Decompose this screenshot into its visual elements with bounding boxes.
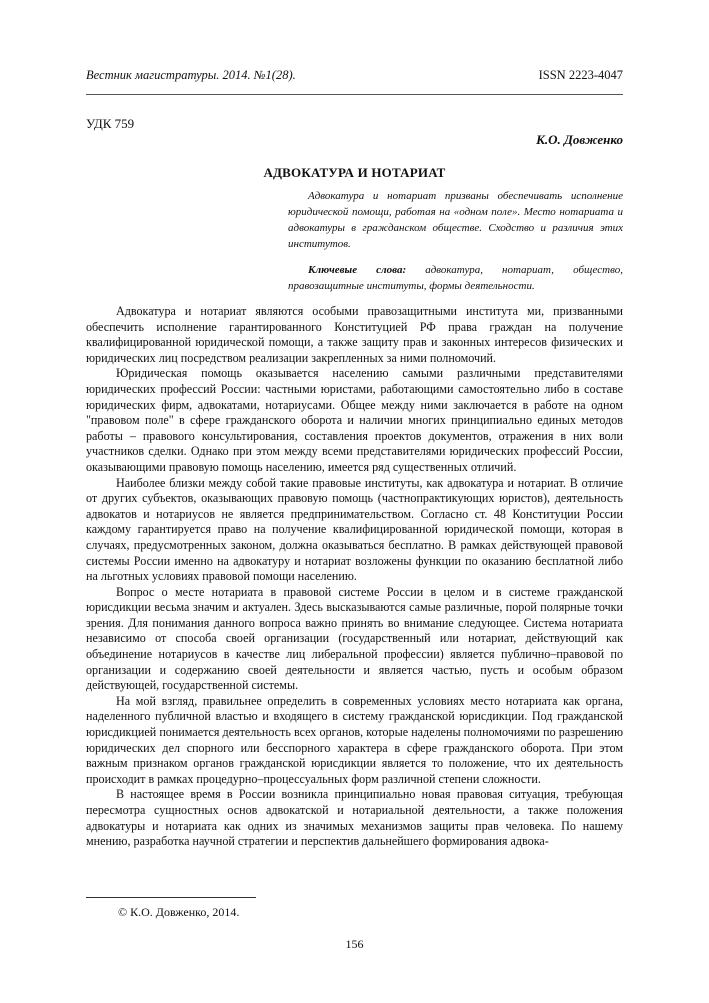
keywords-label: Ключевые слова:: [308, 264, 407, 276]
body-paragraph: Юридическая помощь оказывается населению самыми различными представителями юридических профессий России: частными юристами, работающими самостоятельно либо в составе юридических фирм, адвокатами, нотариусами. Общее между ними заключается в работе на одном "правовом поле" в сфере гражданского оборота и наличии многих принципиально единых методов работы – правового консультирования, составления проектов документов, отражения в них воли участников сделки. Однако при этом между всеми представителями юридических профессий России, оказывающими правовую помощь населению, имеется ряд существенных отличий.: [86, 366, 623, 474]
article-title: АДВОКАТУРА И НОТАРИАТ: [263, 165, 446, 180]
page-number: 156: [345, 937, 364, 951]
keywords-text: адвокатура, нотариат, общество, правозащитные институты, формы деятельности.: [288, 264, 623, 292]
keywords: [288, 262, 623, 294]
body-paragraph: Адвокатура и нотариат являются особыми правозащитными института ми, призванными обеспечить исполнение гарантированного Конституцией РФ права граждан на получение квалифицированной юридической помощи, а также защиту прав и законных интересов физических и юридических лиц посредством реализации закрепленных за ними полномочий.: [86, 304, 623, 365]
udk-code: УДК 759: [86, 116, 135, 131]
author-name: К.О. Довженко: [536, 132, 623, 147]
body-paragraph: Наиболее близки между собой такие правовые институты, как адвокатура и нотариат. В отличие от других субъектов, оказывающих правовую помощь (частнопрактикующих юристов), деятельность адвокатов и нотариусов не является предпринимательством. Согласно ст. 48 Конституции России каждому гарантируется право на получение квалифицированной юридической помощи, которая в случаях, предусмотренных законом, должна оказываться бесплатно. В рамках действующей правовой системы России именно на адвокатуру и нотариат возложены функции по оказанию бесплатной либо на льготных условиях правовой помощи населению.: [86, 475, 623, 584]
body-paragraph: В настоящее время в России возникла принципиально новая правовая ситуация, требующая пересмотра сущностных основ адвокатской и нотариальной деятельности, а также положения адвокатуры и нотариата как одних из значимых механизмов защиты прав человека. По нашему мнению, разработка научной стратегии и перспектив дальнейшего формирования адвока-: [86, 787, 623, 849]
body-paragraph: Вопрос о месте нотариата в правовой системе России в целом и в системе гражданской юрисдикции весьма значим и актуален. Здесь высказываются самые различные, порой полярные точки зрения. Для понимания данного вопроса важно принять во внимание следующее. Система нотариата независимо от способа своей организации (государственный или нотариат, действующий как объединение нотариусов в качестве лиц либеральной профессии) является публично–правовой по организации и содержанию своей деятельности и является частью, пусть и особым образом действующей, государственной системы.: [86, 584, 623, 693]
footnote-rule: [86, 897, 256, 898]
header-rule: [86, 94, 623, 95]
abstract: Адвокатура и нотариат призваны обеспечивать исполнение юридической помощи, работая на «одном поле». Место нотариата и адвокатуры в гражданском обществе. Сходство и различия этих институтов.: [288, 190, 623, 250]
article-body: [86, 304, 623, 850]
issn-header: ISSN 2223-4047: [538, 68, 623, 82]
journal-header: Вестник магистратуры. 2014. №1(28).: [86, 68, 296, 82]
copyright-footnote: © К.О. Довженко, 2014.: [118, 905, 240, 919]
body-paragraph: На мой взгляд, правильнее определить в современных условиях место нотариата как органа, наделенного публичной властью и входящего в систему гражданской юрисдикции. Под гражданской юрисдикцией понимается деятельность всех органов, которые наделены полномочиями по разрешению юридических дел спорного или бесспорного характера в сфере гражданского оборота. При этом важным признаком органов гражданской юрисдикции является то положение, что их деятельность происходит в рамках процедурно–процессуальных форм различной степени сложности.: [86, 693, 623, 786]
